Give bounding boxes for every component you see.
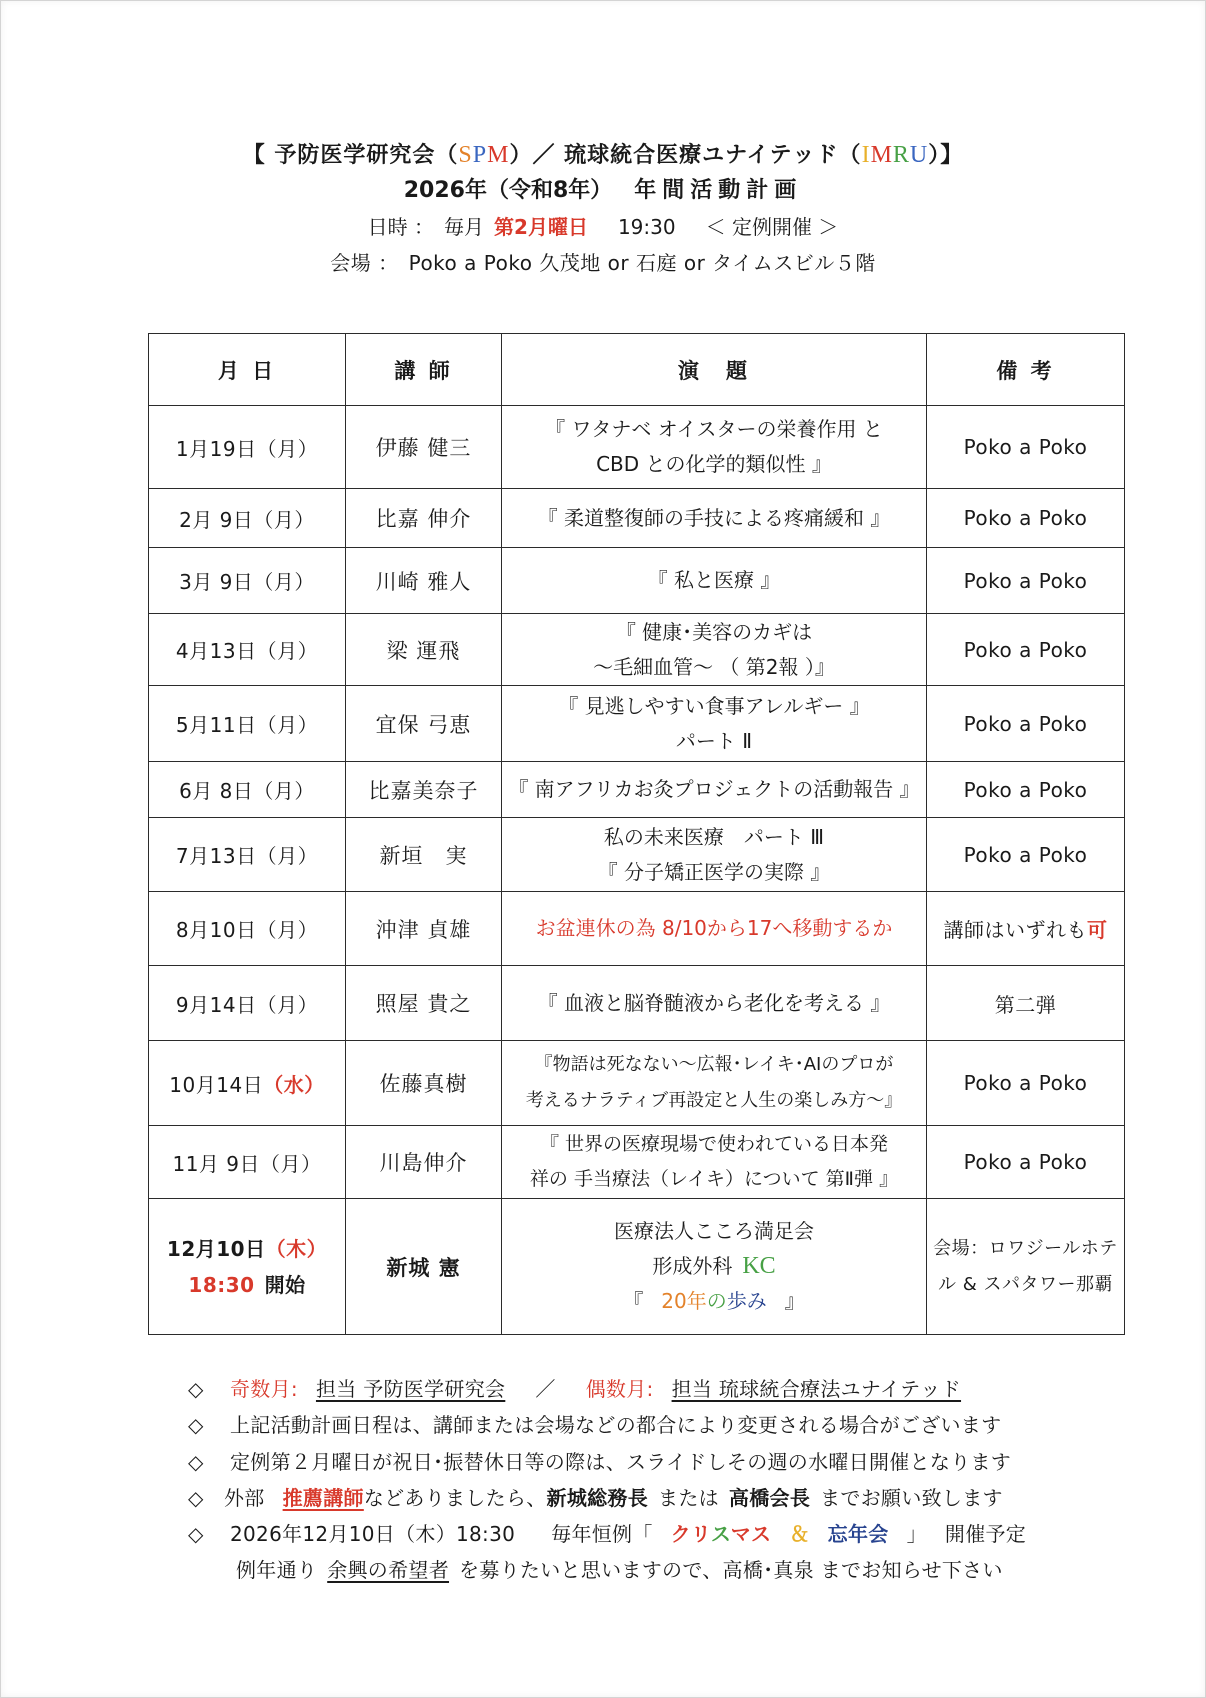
- schedule-label: 日時 ：: [367, 215, 435, 239]
- note-line-5: [188, 1519, 1026, 1549]
- date-cell: [149, 1199, 346, 1335]
- topic-line: 『 世界の医療現場で使われている日本発: [539, 1133, 889, 1155]
- speaker-cell: 川崎 雅人: [346, 548, 502, 614]
- topic-cell: [502, 818, 927, 892]
- table-row: [149, 489, 1125, 548]
- start-line: [149, 1267, 345, 1303]
- date-cell: [149, 489, 346, 548]
- event-close: 」: [906, 1522, 927, 1546]
- speaker-cell: 宜保 弓恵: [346, 686, 502, 762]
- table-row: [149, 762, 1125, 818]
- table-row: [149, 548, 1125, 614]
- event-name-c: マス: [730, 1522, 772, 1546]
- note-cell: Poko a Poko: [927, 686, 1125, 762]
- schedule-monthly: 毎月: [444, 215, 485, 239]
- topic-line: 『 柔道整復師の手技による疼痛緩和 』: [537, 505, 891, 530]
- even-month-label: 偶数月:: [585, 1377, 654, 1401]
- date-text: 5月11日: [175, 713, 257, 737]
- note-text: 上記活動計画日程は、講師または会場などの都合により変更される場合がございます: [230, 1413, 1002, 1437]
- topic-cell: [502, 406, 927, 489]
- contact-2: 高橋会長: [728, 1486, 811, 1510]
- table-row: [149, 406, 1125, 489]
- weekday-text: （月）: [253, 570, 315, 594]
- start-time: 18:30: [188, 1272, 255, 1297]
- table-row: [149, 966, 1125, 1041]
- table-row: [149, 818, 1125, 892]
- speaker-cell: 川島伸介: [346, 1126, 502, 1199]
- topic-line: CBD との化学的類似性 』: [596, 452, 832, 476]
- topic-cell: [502, 489, 927, 548]
- date-text: 9月14日: [175, 992, 257, 1017]
- date-text: 11月 9日: [172, 1151, 261, 1176]
- topic-line: 『 分子矯正医学の実際 』: [597, 859, 831, 884]
- table-row: [149, 614, 1125, 686]
- date-cell: [149, 966, 346, 1041]
- separator: ／: [535, 1377, 556, 1401]
- weekday-text: （月）: [253, 779, 315, 803]
- note-line-6: [236, 1555, 1003, 1585]
- odd-month-owner: 担当 予防医学研究会: [315, 1377, 506, 1401]
- topic-cell: [502, 686, 927, 762]
- weekday-text: （月）: [256, 918, 319, 942]
- schedule-time: 19:30: [617, 215, 676, 239]
- table-row: [149, 1041, 1125, 1126]
- table-row: [149, 1199, 1125, 1335]
- date-cell: [149, 762, 346, 818]
- topic-open: 『: [623, 1289, 644, 1313]
- topic-line: 『 血液と脳脊髄液から老化を考える 』: [537, 990, 891, 1015]
- spm-letter-p: P: [472, 142, 488, 168]
- plan-year: 2026年（令和8年）: [403, 178, 613, 203]
- note-cell: Poko a Poko: [927, 1041, 1125, 1126]
- venue-line: [0, 248, 1206, 278]
- date-text: 7月13日: [175, 844, 257, 868]
- event-amp: ＆: [789, 1522, 810, 1546]
- topic-dept-line: [502, 1249, 926, 1284]
- spm-letter-s: S: [458, 142, 473, 168]
- title-open: 【 予防医学研究会（: [242, 143, 459, 168]
- spm-letter-m: M: [487, 142, 510, 168]
- diamond-bullet-icon: ◇: [188, 1413, 204, 1437]
- topic-line: ～毛細血管～ （ 第2報 ）』: [593, 654, 835, 679]
- note-suffix: までお願い致します: [820, 1486, 1003, 1510]
- topic-line-alert: お盆連休の為 8/10から17へ移動するか: [535, 916, 893, 940]
- spm-abbr: [458, 142, 509, 168]
- topic-years: 20年: [661, 1289, 707, 1313]
- topic-word: 歩み: [726, 1289, 767, 1313]
- note-cell: Poko a Poko: [927, 762, 1125, 818]
- topic-line: 『 健康･美容のカギは: [615, 619, 813, 644]
- date-text: 4月13日: [175, 639, 257, 663]
- header-date: 月 日: [149, 334, 346, 406]
- note-cell: 第二弾: [927, 966, 1125, 1041]
- topic-particle: の: [706, 1289, 727, 1313]
- note-cell: Poko a Poko: [927, 614, 1125, 686]
- speaker-cell: 新城 憲: [346, 1199, 502, 1335]
- topic-cell: [502, 1126, 927, 1199]
- topic-dept-code: KC: [742, 1253, 776, 1279]
- event-name-2: 忘年会: [827, 1522, 889, 1546]
- note-or: または: [658, 1486, 719, 1510]
- topic-cell: [502, 1041, 927, 1126]
- weekday-text: （月）: [256, 992, 319, 1017]
- topic-line: 『 南アフリカお灸プロジェクトの活動報告 』: [508, 777, 920, 801]
- note-line: ル & スパタワー那覇: [938, 1273, 1113, 1295]
- weekday-text: （月）: [256, 639, 319, 663]
- topic-line: 私の未来医療 パート Ⅲ: [603, 824, 825, 849]
- weekday-text: （水）: [263, 1072, 325, 1097]
- title-mid: ）／ 琉球統合医療ユナイテッド（: [509, 143, 862, 168]
- topic-line: 祥の 手当療法（レイキ）について 第Ⅱ弾 』: [529, 1168, 899, 1190]
- schedule-table: [148, 333, 1125, 1335]
- speaker-cell: 伊藤 健三: [346, 406, 502, 489]
- schedule-day: 第2月曜日: [494, 215, 588, 239]
- imru-abbr: [862, 142, 929, 168]
- topic-dept: 形成外科: [652, 1254, 733, 1278]
- date-text: 2月 9日: [179, 507, 254, 532]
- topic-cell: [502, 1199, 927, 1335]
- note-cell: [927, 892, 1125, 966]
- start-label: 開始: [264, 1272, 306, 1297]
- event-name-a: クリ: [670, 1522, 711, 1546]
- note-line-4: [188, 1483, 1003, 1513]
- note-line-3: [188, 1447, 1011, 1477]
- event-datetime: 2026年12月10日（木）18:30: [230, 1522, 516, 1546]
- topic-close: 』: [784, 1289, 805, 1313]
- venue-label: 会場 ：: [330, 251, 399, 275]
- topic-cell: [502, 966, 927, 1041]
- date-text: 12月10日: [166, 1236, 266, 1261]
- even-month-owner: 担当 琉球統合療法ユナイテッド: [671, 1377, 962, 1401]
- odd-month-label: 奇数月:: [230, 1377, 298, 1401]
- weekday-text: （月）: [256, 436, 319, 461]
- topic-cell: [502, 892, 927, 966]
- note-line: 会場：ロワジールホテ: [933, 1237, 1118, 1259]
- note-cell: Poko a Poko: [927, 406, 1125, 489]
- date-text: 3月 9日: [179, 570, 254, 594]
- date-line: [149, 1231, 345, 1267]
- imru-letter-u: U: [909, 142, 929, 168]
- weekday-text: （月）: [253, 507, 315, 532]
- note-emphasis: 可: [1087, 918, 1108, 942]
- weekday-text: （月）: [256, 844, 319, 868]
- topic-line: 『 ワタナベ オイスターの栄養作用 と: [545, 417, 883, 441]
- note-suffix: を募りたいと思いますので、高橋･真泉 までお知らせ下さい: [459, 1558, 1003, 1582]
- speaker-cell: 比嘉美奈子: [346, 762, 502, 818]
- event-status: 開催予定: [944, 1522, 1027, 1546]
- date-text: 8月10日: [175, 918, 257, 942]
- speaker-cell: 沖津 貞雄: [346, 892, 502, 966]
- note-line-2: [188, 1410, 1001, 1440]
- plan-subtitle: 年間活動計画: [634, 178, 803, 203]
- note-mid: などありましたら、: [363, 1486, 547, 1510]
- topic-line: 考えるナラティブ再設定と人生の楽しみ方～』: [525, 1090, 903, 1111]
- title-line-2: [0, 176, 1206, 206]
- topic-line: 『物語は死なない～広報･レイキ･AIのプロが: [534, 1054, 894, 1075]
- note-text: 講師はいずれも: [943, 918, 1087, 942]
- entertainment-volunteers: 余興の希望者: [327, 1558, 450, 1582]
- topic-line: 『 私と医療 』: [647, 568, 781, 592]
- date-cell: [149, 548, 346, 614]
- date-cell: [149, 686, 346, 762]
- contact-1: 新城総務長: [546, 1486, 649, 1510]
- event-annual: 毎年恒例「: [551, 1522, 653, 1546]
- header-speaker: 講 師: [346, 334, 502, 406]
- note-text: 定例第２月曜日が祝日･振替休日等の際は、スライドしその週の水曜日開催となります: [230, 1450, 1012, 1474]
- date-cell: [149, 614, 346, 686]
- date-cell: [149, 406, 346, 489]
- diamond-bullet-icon: ◇: [188, 1486, 204, 1510]
- note-cell: [927, 1199, 1125, 1335]
- title-line-1: [0, 140, 1206, 171]
- topic-line: 『 見逃しやすい食事アレルギー 』: [558, 693, 870, 718]
- date-cell: [149, 818, 346, 892]
- note-line-1: [188, 1374, 961, 1404]
- speaker-cell: 佐藤真樹: [346, 1041, 502, 1126]
- header-note: 備 考: [927, 334, 1125, 406]
- recommend-speaker: 推薦講師: [282, 1486, 364, 1510]
- date-cell: [149, 892, 346, 966]
- date-text: 1月19日: [175, 436, 257, 461]
- topic-cell: [502, 614, 927, 686]
- table-row: [149, 686, 1125, 762]
- header-topic: 演 題: [502, 334, 927, 406]
- weekday-text: （木）: [265, 1236, 328, 1261]
- imru-letter-i: I: [861, 142, 871, 168]
- table-row: [149, 1126, 1125, 1199]
- venue-list: Poko a Poko 久茂地 or 石庭 or タイムスビル５階: [408, 251, 876, 275]
- table-header-row: [149, 334, 1125, 406]
- speaker-cell: 比嘉 伸介: [346, 489, 502, 548]
- note-cell: Poko a Poko: [927, 818, 1125, 892]
- schedule-type: ＜ 定例開催 ＞: [705, 215, 839, 239]
- weekday-text: （月）: [256, 713, 319, 737]
- date-text: 6月 8日: [179, 779, 254, 803]
- topic-line: パート Ⅱ: [675, 728, 753, 753]
- topic-cell: [502, 762, 927, 818]
- table-row: [149, 892, 1125, 966]
- date-text: 10月14日: [169, 1072, 264, 1097]
- date-cell: [149, 1041, 346, 1126]
- title-close: ）】: [928, 143, 964, 168]
- event-name-b: ス: [710, 1522, 731, 1546]
- note-cell: Poko a Poko: [927, 1126, 1125, 1199]
- imru-letter-r: R: [892, 142, 910, 168]
- imru-letter-m: M: [870, 142, 893, 168]
- speaker-cell: 照屋 貴之: [346, 966, 502, 1041]
- topic-title-line: [502, 1284, 926, 1319]
- note-prefix: 例年通り: [236, 1558, 318, 1582]
- diamond-bullet-icon: ◇: [188, 1450, 204, 1474]
- diamond-bullet-icon: ◇: [188, 1522, 204, 1546]
- note-prefix: 外部: [224, 1486, 265, 1510]
- topic-org: 医療法人こころ満足会: [614, 1219, 814, 1243]
- note-cell: Poko a Poko: [927, 548, 1125, 614]
- date-cell: [149, 1126, 346, 1199]
- weekday-text: （月）: [260, 1151, 322, 1176]
- note-cell: Poko a Poko: [927, 489, 1125, 548]
- topic-cell: [502, 548, 927, 614]
- schedule-line: [0, 212, 1206, 242]
- diamond-bullet-icon: ◇: [188, 1377, 204, 1401]
- speaker-cell: 新垣 実: [346, 818, 502, 892]
- speaker-cell: 梁 運飛: [346, 614, 502, 686]
